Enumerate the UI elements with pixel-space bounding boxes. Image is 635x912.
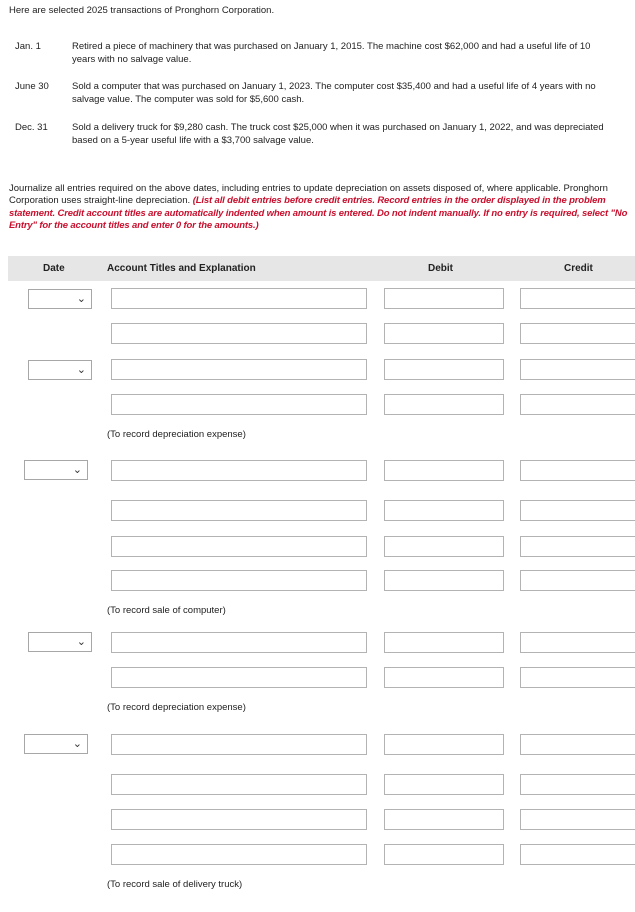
credit-input[interactable] <box>520 536 635 557</box>
chevron-down-icon: ⌄ <box>72 464 82 476</box>
chevron-down-icon: ⌄ <box>76 293 86 305</box>
account-title-input[interactable] <box>111 460 367 481</box>
account-title-input[interactable] <box>111 500 367 521</box>
debit-column-header: Debit <box>428 263 453 274</box>
debit-input[interactable] <box>384 288 504 309</box>
credit-input[interactable] <box>520 774 635 795</box>
debit-input[interactable] <box>384 734 504 755</box>
debit-input[interactable] <box>384 570 504 591</box>
transaction-text: Sold a computer that was purchased on January 1, 2023. The computer cost $35,400 and had a useful life of 4 years with no salvage value. The computer was sold for $5,600 cash. <box>72 81 596 105</box>
transaction-text: Sold a delivery truck for $9,280 cash. The truck cost $25,000 when it was purchased on January 1, 2022, and was depreciated based on a 5-year useful life with a $3,700 salvage value. <box>72 122 604 146</box>
transaction-jan-1 <box>15 40 615 66</box>
entry-explanation: (To record sale of delivery truck) <box>107 879 243 890</box>
debit-input[interactable] <box>384 323 504 344</box>
credit-input[interactable] <box>520 632 635 653</box>
credit-input[interactable] <box>520 460 635 481</box>
credit-input[interactable] <box>520 844 635 865</box>
account-title-input[interactable] <box>111 734 367 755</box>
transaction-date: Dec. 31 <box>15 122 48 133</box>
date-select[interactable] <box>28 632 92 652</box>
account-title-input[interactable] <box>111 667 367 688</box>
chevron-down-icon: ⌄ <box>76 636 86 648</box>
credit-column-header: Credit <box>564 263 593 274</box>
credit-input[interactable] <box>520 323 635 344</box>
transaction-dec-31 <box>15 121 615 147</box>
debit-input[interactable] <box>384 774 504 795</box>
account-title-input[interactable] <box>111 632 367 653</box>
instructions-emphasis: (List all debit entries before credit entries. Record entries in the order displayed in the problem statement. Credit account titles are automatically indented when amount is entered. Do not indent manually. If no entry is required, select "No Entry" for the account titles and enter 0 for the amounts.) <box>9 195 628 232</box>
credit-input[interactable] <box>520 734 635 755</box>
credit-input[interactable] <box>520 394 635 415</box>
credit-input[interactable] <box>520 288 635 309</box>
account-title-input[interactable] <box>111 394 367 415</box>
debit-input[interactable] <box>384 359 504 380</box>
account-title-input[interactable] <box>111 809 367 830</box>
entry-explanation: (To record depreciation expense) <box>107 429 246 440</box>
date-column-header: Date <box>43 263 65 274</box>
date-select[interactable] <box>24 734 88 754</box>
date-select[interactable] <box>28 289 92 309</box>
account-title-input[interactable] <box>111 774 367 795</box>
debit-input[interactable] <box>384 460 504 481</box>
instructions <box>9 183 631 233</box>
chevron-down-icon: ⌄ <box>72 738 82 750</box>
date-select[interactable] <box>24 460 88 480</box>
account-title-input[interactable] <box>111 536 367 557</box>
transaction-date: June 30 <box>15 81 49 92</box>
debit-input[interactable] <box>384 844 504 865</box>
account-title-input[interactable] <box>111 288 367 309</box>
account-column-header: Account Titles and Explanation <box>107 263 256 274</box>
debit-input[interactable] <box>384 536 504 557</box>
transaction-text: Retired a piece of machinery that was purchased on January 1, 2015. The machine cost $62,000 and had a useful life of 10 years with no salvage value. <box>72 41 591 65</box>
transaction-date: Jan. 1 <box>15 41 41 52</box>
account-title-input[interactable] <box>111 844 367 865</box>
credit-input[interactable] <box>520 570 635 591</box>
credit-input[interactable] <box>520 500 635 521</box>
entry-explanation: (To record depreciation expense) <box>107 702 246 713</box>
chevron-down-icon: ⌄ <box>76 364 86 376</box>
debit-input[interactable] <box>384 632 504 653</box>
journal-table-header <box>8 256 635 281</box>
account-title-input[interactable] <box>111 570 367 591</box>
date-select[interactable] <box>28 360 92 380</box>
debit-input[interactable] <box>384 667 504 688</box>
intro-text: Here are selected 2025 transactions of Pronghorn Corporation. <box>9 5 275 16</box>
credit-input[interactable] <box>520 667 635 688</box>
account-title-input[interactable] <box>111 359 367 380</box>
instructions-text: Journalize all entries required on the above dates, including entries to update depreciation on assets disposed of, where applicable. Pronghorn Corporation uses straight-line depreciation. <box>9 183 608 207</box>
debit-input[interactable] <box>384 809 504 830</box>
credit-input[interactable] <box>520 809 635 830</box>
credit-input[interactable] <box>520 359 635 380</box>
transaction-june-30 <box>15 80 615 106</box>
debit-input[interactable] <box>384 500 504 521</box>
debit-input[interactable] <box>384 394 504 415</box>
entry-explanation: (To record sale of computer) <box>107 605 226 616</box>
account-title-input[interactable] <box>111 323 367 344</box>
